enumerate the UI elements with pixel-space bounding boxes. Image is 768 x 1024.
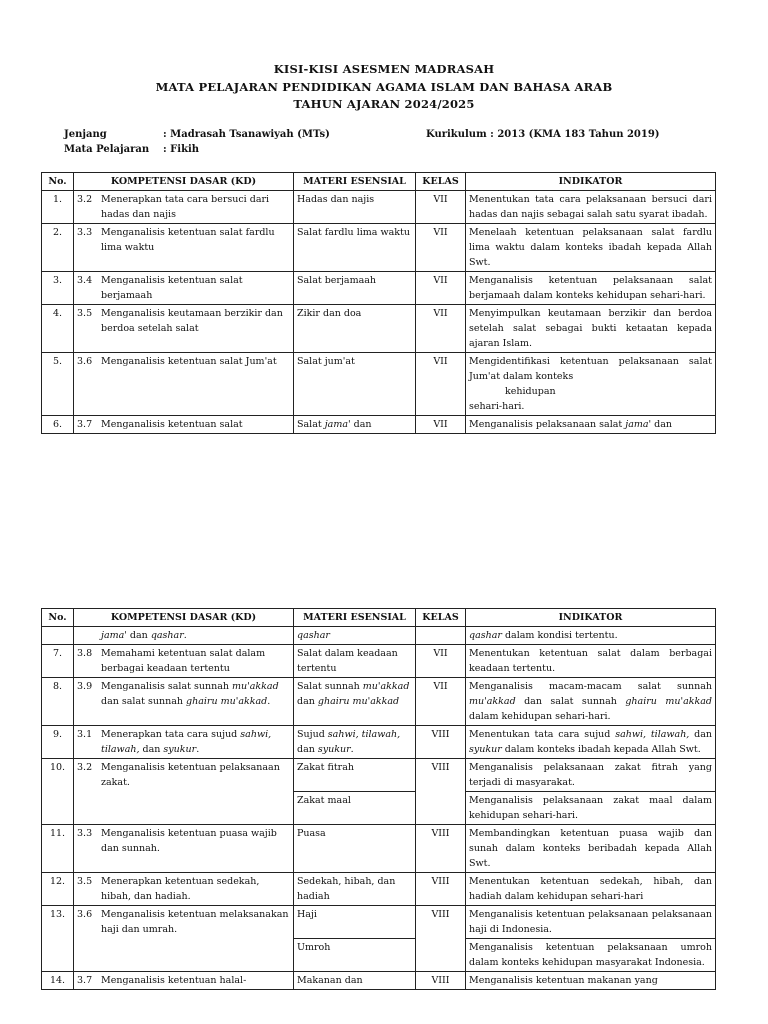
col-kd: KOMPETENSI DASAR (KD) [74,173,294,191]
row-kd [74,272,294,305]
row-indikator [466,353,716,416]
kd-text: Menerapkan tata cara bersuci dari hadas dan najis [101,194,270,220]
materi-text: dan [297,744,318,755]
doc-subject: MATA PELAJARAN PENDIDIKAN AGAMA ISLAM DAN BAHASA ARAB [155,80,613,94]
indikator-line: sehari-hari. [469,401,525,412]
materi-term: qashar [297,630,330,641]
row-indikator: Menentukan ketentuan salat dalam berbagai keadaan tertentu. [466,645,716,678]
kd-number: 3.2 [77,194,93,205]
table-row [42,645,716,678]
row-materi: Salat jum'at [294,353,416,416]
row-materi: Zikir dan doa [294,305,416,353]
indikator-term: jama' [625,419,652,430]
col-kelas: KELAS [416,173,466,191]
row-no: 9. [42,726,74,759]
row-indikator [466,627,716,645]
kd-text: Menganalisis keutamaan berzikir dan berdoa setelah salat [101,308,283,334]
kd-number: 3.6 [77,909,93,920]
table-row [42,825,716,873]
kd-number: 3.4 [77,275,93,286]
row-kelas: VIII [416,906,466,972]
row-materi: Makanan dan [294,972,416,990]
col-kelas: KELAS [416,609,466,627]
row-kd [74,627,294,645]
row-kelas: VII [416,272,466,305]
kd-text [101,679,290,709]
row-no: 2. [42,224,74,272]
indikator-term: ghairu mu'akkad [625,696,712,707]
kd-number: 3.5 [77,308,93,319]
kd-text: Menerapkan ketentuan sedekah, hibah, dan hadiah. [101,876,260,902]
col-no: No. [42,173,74,191]
row-no: 6. [42,416,74,434]
row-indikator: Menganalisis ketentuan pelaksanaan pelaksanaan haji di Indonesia. [466,906,716,939]
materi-text: Salat [297,419,325,430]
kisi-table-part-1 [41,172,716,434]
row-indikator: Menganalisis pelaksanaan zakat fitrah yang terjadi di masyarakat. [466,759,716,792]
row-materi: Salat dalam keadaan tertentu [294,645,416,678]
kd-text: dan [139,744,164,755]
jenjang-value: : Madrasah Tsanawiyah (MTs) [163,129,330,140]
kd-text: Menganalisis salat sunnah [101,681,232,692]
kd-number: 3.6 [77,356,93,367]
indikator-text: dalam kehidupan sehari-hari. [469,711,611,722]
indikator-text: dan salat sunnah [515,696,626,707]
kd-number: 3.5 [77,876,93,887]
row-indikator: Menyimpulkan keutamaan berzikir dan berdoa setelah salat sebagai bukti ketaatan kepada ajaran Islam. [466,305,716,353]
kd-number: 3.8 [77,648,93,659]
table-row [42,873,716,906]
table-row [42,906,716,939]
row-kelas [416,627,466,645]
row-kd [74,972,294,990]
kd-text: Menganalisis ketentuan puasa wajib dan sunnah. [101,828,277,854]
row-materi [294,678,416,726]
indikator-text: Menganalisis pelaksanaan salat [469,419,626,430]
indikator-text: dan [651,419,673,430]
indikator-line: Mengidentifikasi ketentuan pelaksanaan salat Jum'at dalam konteks [469,356,712,382]
indikator-text: Menganalisis macam-macam salat sunnah [469,681,712,692]
row-no [42,627,74,645]
row-indikator: Menganalisis pelaksanaan zakat maal dalam kehidupan sehari-hari. [466,792,716,825]
row-kd [74,906,294,972]
doc-year: TAHUN AJARAN 2024/2025 [293,97,475,111]
table-header [42,173,716,191]
kd-text: Menganalisis ketentuan salat Jum'at [101,356,277,367]
row-indikator [466,726,716,759]
row-kelas: VII [416,353,466,416]
materi-text: dan [297,696,318,707]
table-header [42,609,716,627]
mapel-value: : Fikih [163,144,200,155]
kd-text: Menerapkan tata cara sujud [101,729,241,740]
row-indikator: Menganalisis ketentuan pelaksanaan salat berjamaah dalam konteks kehidupan sehari-hari. [466,272,716,305]
kd-term: jama' [101,630,127,641]
row-materi: Puasa [294,825,416,873]
row-kelas: VII [416,416,466,434]
kd-text [101,727,290,757]
table-row [42,759,716,792]
col-materi: MATERI ESENSIAL [294,609,416,627]
indikator-text: Menentukan tata cara sujud [469,729,616,740]
row-kelas: VIII [416,759,466,825]
row-kd [74,645,294,678]
row-kd [74,305,294,353]
kd-term: ghairu mu'akkad [186,696,268,707]
kurikulum: Kurikulum : 2013 (KMA 183 Tahun 2019) [426,129,660,140]
col-no: No. [42,609,74,627]
kd-text: Menganalisis ketentuan salat fardlu lima waktu [101,227,275,253]
kd-number: 3.7 [77,419,93,430]
indikator-text: dalam konteks ibadah kepada Allah Swt. [501,744,701,755]
row-kelas: VII [416,191,466,224]
row-kd [74,678,294,726]
table-row [42,972,716,990]
kd-number: 3.3 [77,227,93,238]
row-kelas: VII [416,678,466,726]
row-no: 8. [42,678,74,726]
indikator-term: sahwi, tilawah, [615,729,690,740]
kd-number: 3.7 [77,975,93,986]
row-materi [294,627,416,645]
kd-text: Menganalisis ketentuan pelaksanaan zakat. [101,762,280,788]
kd-number: 3.9 [77,681,93,692]
table-row [42,726,716,759]
row-materi: Salat berjamaah [294,272,416,305]
row-indikator: Menentukan ketentuan sedekah, hibah, dan hadiah dalam kehidupan sehari-hari [466,873,716,906]
table-row [42,191,716,224]
row-kd [74,726,294,759]
row-kd [74,873,294,906]
materi-term: mu'akkad [362,681,410,692]
kd-term: sahwi, tilawah, [101,729,272,755]
kd-text: . [183,630,187,641]
row-kelas: VIII [416,972,466,990]
row-no: 14. [42,972,74,990]
row-indikator: Menentukan tata cara pelaksanaan bersuci dari hadas dan najis sebagai salah satu syarat ibadah. [466,191,716,224]
table-row [42,416,716,434]
row-no: 11. [42,825,74,873]
kd-text: Memahami ketentuan salat dalam berbagai keadaan tertentu [101,648,266,674]
indikator-term: mu'akkad [469,696,516,707]
materi-text: Salat sunnah [297,681,363,692]
indikator-text: dan [689,729,712,740]
indikator-term: qashar [469,630,502,641]
materi-term: jama' [324,419,351,430]
row-indikator: Menelaah ketentuan pelaksanaan salat fardlu lima waktu dalam konteks ibadah kepada Allah Swt. [466,224,716,272]
row-materi: Umroh [294,939,416,972]
row-indikator: Menganalisis ketentuan makanan yang [466,972,716,990]
row-kd [74,416,294,434]
row-no: 13. [42,906,74,972]
row-kd [74,224,294,272]
row-no: 5. [42,353,74,416]
row-materi: Haji [294,906,416,939]
kd-text: dan [126,630,151,641]
kisi-table-part-2 [41,608,716,990]
row-no: 12. [42,873,74,906]
col-indikator: INDIKATOR [466,609,716,627]
row-indikator [466,678,716,726]
row-kelas: VII [416,305,466,353]
kd-text: dan salat sunnah [101,696,186,707]
row-no: 7. [42,645,74,678]
kd-text: Menganalisis ketentuan halal- [101,975,247,986]
row-no: 4. [42,305,74,353]
row-materi: Salat fardlu lima waktu [294,224,416,272]
row-kelas: VII [416,224,466,272]
table-row [42,224,716,272]
materi-term: ghairu mu'akkad [317,696,400,707]
col-kd: KOMPETENSI DASAR (KD) [74,609,294,627]
jenjang-label: Jenjang [64,129,107,140]
row-kd [74,759,294,825]
row-materi: Sedekah, hibah, dan hadiah [294,873,416,906]
indikator-line: kehidupan [505,386,556,397]
col-indikator: INDIKATOR [466,173,716,191]
row-kd [74,191,294,224]
kd-number: 3.3 [77,828,93,839]
materi-text: Sujud [297,729,328,740]
row-kd [74,825,294,873]
materi-term: sahwi, tilawah, [327,729,401,740]
row-kelas: VIII [416,825,466,873]
kd-text: Menganalisis ketentuan salat berjamaah [101,275,243,301]
materi-text: dan [350,419,372,430]
row-kelas: VIII [416,873,466,906]
kd-text: . [267,696,271,707]
table-row [42,678,716,726]
row-materi: Hadas dan najis [294,191,416,224]
kd-term: qashar [150,630,184,641]
kd-term: syukur [163,744,197,755]
row-kelas: VIII [416,726,466,759]
row-materi: Zakat maal [294,792,416,825]
row-materi: Zakat fitrah [294,759,416,792]
row-no: 3. [42,272,74,305]
table-row [42,305,716,353]
row-materi [294,726,416,759]
table-row [42,272,716,305]
table-row [42,353,716,416]
row-no: 10. [42,759,74,825]
mapel-label: Mata Pelajaran [64,144,150,155]
kd-text: Menganalisis ketentuan melaksanakan haji dan umrah. [101,909,289,935]
row-indikator [466,416,716,434]
row-kelas: VII [416,645,466,678]
kd-number: 3.1 [77,729,93,740]
row-indikator: Menganalisis ketentuan pelaksanaan umroh dalam konteks kehidupan masyarakat Indonesia. [466,939,716,972]
row-no: 1. [42,191,74,224]
kd-text: Menganalisis ketentuan salat [101,419,243,430]
row-indikator: Membandingkan ketentuan puasa wajib dan sunah dalam konteks beribadah kepada Allah Swt. [466,825,716,873]
indikator-term: syukur [469,744,502,755]
kd-number: 3.2 [77,762,93,773]
materi-text: . [350,744,354,755]
kd-text: . [196,744,200,755]
col-materi: MATERI ESENSIAL [294,173,416,191]
row-materi [294,416,416,434]
table-row-continued [42,627,716,645]
indikator-text: dalam kondisi tertentu. [501,630,618,641]
kd-term: mu'akkad [232,681,279,692]
doc-title: KISI-KISI ASESMEN MADRASAH [273,62,495,76]
materi-term: syukur [317,744,351,755]
row-kd [74,353,294,416]
